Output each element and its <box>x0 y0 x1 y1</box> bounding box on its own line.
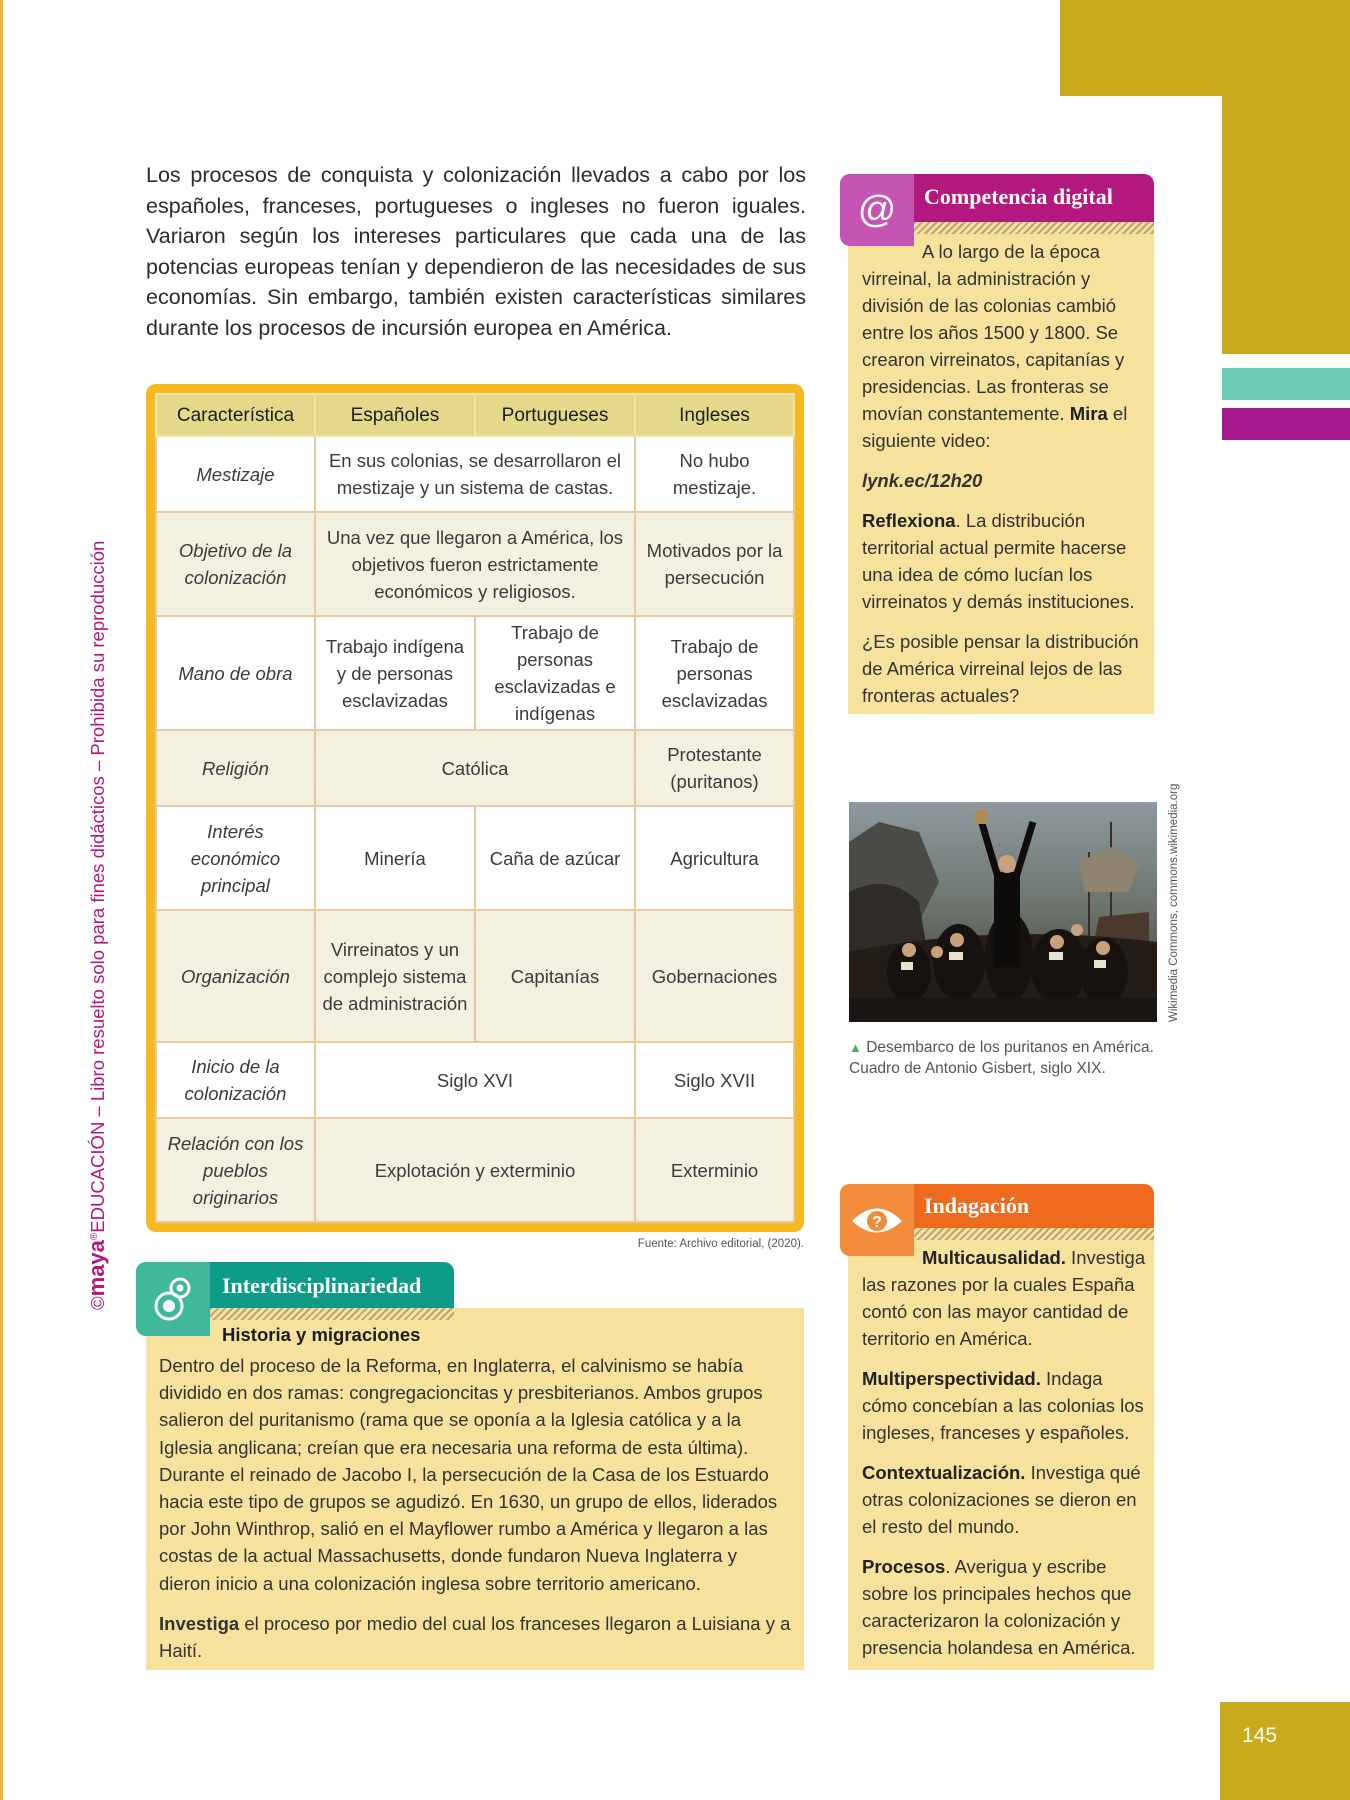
table-row <box>156 910 794 1042</box>
magenta-strip <box>1222 408 1350 440</box>
table-cell: Motivados por la persecución <box>635 512 794 616</box>
page-edge-line <box>0 0 3 1800</box>
page-number: 145 <box>1220 1702 1350 1800</box>
table-row <box>156 806 794 910</box>
indagacion-item: Multiperspectividad. Indaga cómo concebían a las colonias los ingleses, franceses y españoles. <box>862 1368 1144 1443</box>
row-label: Objetivo de la colonización <box>156 512 315 616</box>
table-cell: Católica <box>315 730 635 806</box>
table-row <box>156 512 794 616</box>
table-header: Portugueses <box>475 394 635 436</box>
row-label: Relación con los pueblos originarios <box>156 1118 315 1222</box>
table-cell: Explotación y exterminio <box>315 1118 635 1222</box>
svg-text:?: ? <box>872 1214 882 1231</box>
row-label: Mestizaje <box>156 436 315 512</box>
table-cell: Siglo XVI <box>315 1042 635 1118</box>
indagacion-title: Indagación <box>924 1193 1030 1218</box>
image-caption: ▲ Desembarco de los puritanos en América. Cuadro de Antonio Gisbert, siglo XIX. <box>849 1039 1154 1077</box>
video-link[interactable]: lynk.ec/12h20 <box>862 470 983 491</box>
table-cell: Siglo XVII <box>635 1042 794 1118</box>
table-cell: Protestante (puritanos) <box>635 730 794 806</box>
comparison-table-frame <box>146 384 804 1232</box>
copyright-notice: ©maya®EDUCACIÓN – Libro resuelto solo para fines didácticos – Prohibida su reproducción <box>84 540 109 1310</box>
table-cell: Caña de azúcar <box>475 806 635 910</box>
investiga-paragraph: Investiga el proceso por medio del cual los franceses llegaron a Luisiana y a Haití. <box>159 1612 791 1662</box>
competencia-paragraph: A lo largo de la época virreinal, la administración y división de las colonias cambió entre los años 1500 y 1800. Se crearon virreinatos, capitanías y presidencias. Las fronteras se movían constantemente. Mira el siguiente video: <box>862 241 1128 451</box>
interdisciplinariedad-body <box>159 1352 793 1677</box>
interdisciplinariedad-subtitle: Historia y migraciones <box>222 1324 421 1345</box>
indagacion-body <box>862 1244 1152 1674</box>
row-label: Inicio de la colonización <box>156 1042 315 1118</box>
reflexiona-paragraph: Reflexiona. La distribución territorial actual permite hacerse una idea de cómo lucían los virreinatos y demás instituciones. <box>862 510 1135 612</box>
row-label: Interés económico principal <box>156 806 315 910</box>
row-label: Organización <box>156 910 315 1042</box>
table-cell: Virreinatos y un complejo sistema de administración <box>315 910 475 1042</box>
table-cell: Agricultura <box>635 806 794 910</box>
table-row <box>156 1042 794 1118</box>
image-credit: Wikimedia Commons, commons.wikimedia.org <box>1168 783 1180 1022</box>
table-cell: Trabajo de personas esclavizadas <box>635 616 794 730</box>
banner-hatch <box>914 1228 1154 1240</box>
banner-hatch <box>914 222 1154 234</box>
table-row <box>156 436 794 512</box>
intro-paragraph: Los procesos de conquista y colonización llevados a cabo por los españoles, franceses, portugueses o ingleses no fueron iguales. Variaron según los intereses particulares que cada una de las potencias europeas tenían y dependieron de las necesidades de sus economías. Sin embargo, también existen características similares durante los procesos de incursión europea en América. <box>146 163 806 340</box>
table-row <box>156 1118 794 1222</box>
table-cell: Gobernaciones <box>635 910 794 1042</box>
row-label: Religión <box>156 730 315 806</box>
table-header: Característica <box>156 394 315 436</box>
competencia-title: Competencia digital <box>924 184 1113 209</box>
indagacion-item: Contextualización. Investiga qué otras colonizaciones se dieron en el resto del mundo. <box>862 1462 1141 1537</box>
table-cell: No hubo mestizaje. <box>635 436 794 512</box>
painting-image <box>849 802 1157 1022</box>
table-header-row <box>156 394 794 436</box>
indagacion-item: Procesos. Averigua y escribe sobre los principales hechos que caracterizaron la colonización y presencia holandesa en América. <box>862 1556 1136 1658</box>
table-cell: En sus colonias, se desarrollaron el mestizaje y un sistema de castas. <box>315 436 635 512</box>
table-row <box>156 616 794 730</box>
side-decoration <box>1222 96 1350 354</box>
interdisciplinariedad-title: Interdisciplinariedad <box>222 1273 422 1298</box>
table-header: Españoles <box>315 394 475 436</box>
table-row <box>156 730 794 806</box>
brand-logo: maya <box>84 1240 109 1297</box>
table-cell: Trabajo de personas esclavizadas e indígenas <box>475 616 635 730</box>
body-paragraph: Dentro del proceso de la Reforma, en Inglaterra, el calvinismo se había dividido en dos ramas: congregacioncitas y presbiterianos. Ambos grupos salieron del puritanismo (rama que se oponía a la Iglesia católica y a la Iglesia anglicana; creían que era necesaria una reforma de esta última). Durante el reinado de Jacobo I, la persecución de la Casa de los Estuardo hacia este tipo de grupos se agudizó. En 1630, un grupo de ellos, liderados por John Winthrop, salió en el Mayflower rumbo a América y llegaron a las costas de la actual Massachusetts, donde fundaron Nueva Inglaterra y dieron inicio a una colonización inglesa sobre territorio americano. <box>159 1355 778 1594</box>
at-icon: @ <box>840 174 914 246</box>
corner-decoration <box>1060 0 1350 96</box>
table-cell: Capitanías <box>475 910 635 1042</box>
triangle-icon: ▲ <box>849 1040 862 1055</box>
comparison-table <box>155 393 795 1223</box>
table-header: Ingleses <box>635 394 794 436</box>
teal-strip <box>1222 368 1350 400</box>
table-cell: Una vez que llegaron a América, los objetivos fueron estrictamente económicos y religiosos. <box>315 512 635 616</box>
target-icon <box>136 1262 210 1336</box>
table-cell: Trabajo indígena y de personas esclavizadas <box>315 616 475 730</box>
table-cell: Exterminio <box>635 1118 794 1222</box>
table-cell: Minería <box>315 806 475 910</box>
competencia-body <box>862 238 1148 722</box>
table-source: Fuente: Archivo editorial, (2020). <box>637 1238 804 1250</box>
banner-hatch <box>210 1308 454 1320</box>
row-label: Mano de obra <box>156 616 315 730</box>
indagacion-item: Multicausalidad. Investiga las razones por la cuales España contó con las mayor cantidad de territorio en América. <box>862 1247 1146 1349</box>
question-paragraph: ¿Es posible pensar la distribución de América virreinal lejos de las fronteras actuales? <box>862 631 1139 706</box>
